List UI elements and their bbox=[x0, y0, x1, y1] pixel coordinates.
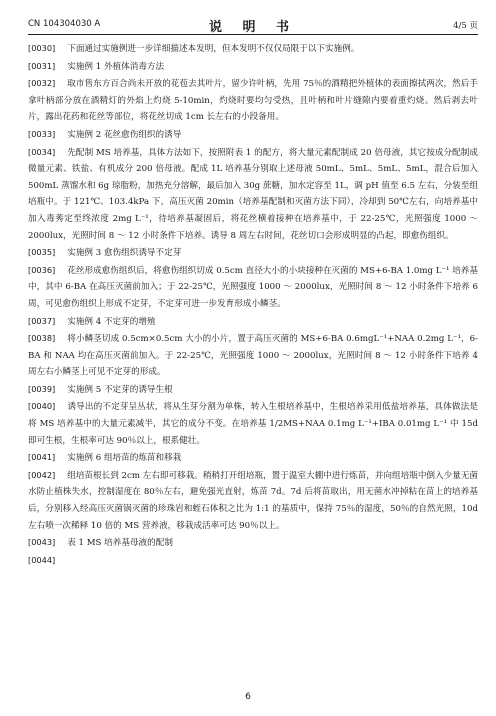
paragraph-text: 实施例 6 组培苗的炼苗和移栽 bbox=[67, 453, 182, 464]
paragraph-text: 取市售东方百合尚未开放的花苞去其叶片，留少许叶柄，先用 75％的酒精把外植体的表面擦拭两次，然后手拿叶柄部分放在酒精灯的外焰上灼烧 5-10min，灼烧时要均匀受热，且叶柄和叶片缝隙内要着重灼烧。然后剥去叶片，露出花药和花丝等部位，将花丝切成 1cm 长左右的小段备用。 bbox=[28, 79, 478, 123]
paragraph bbox=[28, 262, 478, 313]
paragraph-text: 下面通过实施例进一步详细描述本发明，但本发明不仅仅局限于以下实施例。 bbox=[67, 44, 360, 54]
paragraph-text: 实施例 5 不定芽的诱导生根 bbox=[67, 384, 173, 395]
paragraph bbox=[28, 313, 478, 331]
paragraph-number: [0035] bbox=[28, 247, 56, 258]
paragraph-number: [0041] bbox=[28, 452, 56, 463]
paragraph bbox=[28, 58, 478, 76]
paragraph bbox=[28, 126, 478, 144]
paragraph bbox=[28, 244, 478, 262]
paragraph bbox=[28, 398, 478, 449]
page-info: 4/5 页 bbox=[453, 21, 478, 31]
document-title: 说 明 书 bbox=[208, 20, 298, 35]
paragraph-number: [0033] bbox=[28, 128, 56, 139]
page-header bbox=[28, 12, 478, 35]
paragraph-text: 花丝形成愈伤组织后，将愈伤组织切成 0.5cm 直径大小的小块接种在灭菌的 MS+6-BA 1.0mg L⁻¹ 培养基中，其中 6-BA 在高压灭菌前加入；于 22-25℃，光照强度 1000 ～ 2000lux，光照时间 8 ～ 12 小时条件下培养 6 周，可见愈伤组织上形成不定芽，不定芽可进一步发育形成小鳞茎。 bbox=[28, 265, 478, 309]
paragraph-number: [0038] bbox=[28, 333, 56, 344]
paragraph-number: [0031] bbox=[28, 60, 56, 71]
paragraph bbox=[28, 330, 478, 381]
paragraph-number: [0036] bbox=[28, 264, 56, 275]
paragraph bbox=[28, 467, 478, 534]
paragraph-text: 组培苗根长到 2cm 左右即可移栽。稍稍打开组培瓶，置于温室大棚中进行炼苗，并向组培瓶中倒入少量无菌水防止植株失水，控制湿度在 80％左右，避免强光直射，炼苗 7d。7d 后将苗取出，用无菌水冲掉粘在苗上的培养基后，分别移入经高压灭菌锅灭菌的珍珠岩和蛭石体积之比为 1:1 的基质中，保持 75％的湿度，50％的自然光照，10d 左右喷一次稀释 10 倍的 MS 营养液，移栽成活率可达 90％以上。 bbox=[28, 470, 478, 531]
paragraph-number: [0042] bbox=[28, 469, 56, 480]
paragraph-number: [0043] bbox=[28, 537, 56, 548]
paragraph bbox=[28, 552, 478, 570]
document-body bbox=[28, 40, 478, 587]
paragraph-number: [0044] bbox=[28, 554, 56, 565]
paragraph-text: 实施例 3 愈伤组织诱导不定芽 bbox=[67, 248, 182, 259]
paragraph-number: [0037] bbox=[28, 315, 56, 326]
paragraph bbox=[28, 144, 478, 245]
paragraph bbox=[28, 449, 478, 467]
paragraph-number: [0030] bbox=[28, 43, 56, 53]
paragraph-text: 实施例 1 外植体消毒方法 bbox=[67, 61, 165, 72]
paragraph-number: [0039] bbox=[28, 383, 56, 394]
paragraph-text: 实施例 2 花丝愈伤组织的诱导 bbox=[67, 129, 182, 140]
paragraph-number: [0032] bbox=[28, 78, 56, 89]
paragraph bbox=[28, 381, 478, 399]
paragraph bbox=[28, 534, 478, 552]
paragraph-text: 实施例 4 不定芽的增殖 bbox=[67, 316, 156, 327]
paragraph-text: 表 1 MS 培养基母液的配制 bbox=[67, 538, 173, 549]
paragraph bbox=[28, 40, 478, 58]
paragraph bbox=[28, 75, 478, 126]
paragraph bbox=[28, 569, 478, 587]
paragraph-text: 将小鳞茎切成 0.5cm×0.5cm 大小的小片，置于高压灭菌的 MS+6-BA 0.6mgL⁻¹+NAA 0.2mg L⁻¹，6-BA 和 NAA 均在高压灭菌前加入。于 22-25℃，光照强度 1000 ～ 2000lux，光照时间 8 ～ 12 小时条件下培养 4 周左右小鳞茎上可见不定芽的形成。 bbox=[28, 334, 478, 378]
page-number: 6 bbox=[245, 692, 251, 702]
paragraph-text: 先配制 MS 培养基，具体方法如下，按照附表 1 的配方，将大量元素配制成 20 倍母液，其它按成分配制成微量元素、铁盐、有机成分 200 倍母液。配成 1L 培养基分别取上述母液 50mL、5mL、5mL、5mL，混合后加入 500mL 蒸馏水和 6g 琼脂粉，加热充分溶解，最后加入 30g 蔗糖，加水定容至 1L，调 pH 值至 6.5 左右，分装至组培瓶中。于 121℃、103.4kPa 下，高压灭菌 20min（培养基配制和灭菌方法下同），冷却到 50℃左右，向培养基中加入毒莠定至终浓度 2mg L⁻¹，待培养基凝固后，将花丝横着接种在培养基中，于 22-25℃，光照强度 1000 ～ 2000lux，光照时间 8 ～ 12 小时条件下培养。诱导 8 周左右时间，花丝切口会形成明显的凸起，即愈伤组织。 bbox=[28, 147, 478, 241]
publication-number: CN 104304030 A bbox=[28, 19, 101, 29]
paragraph-number: [0034] bbox=[28, 146, 56, 157]
paragraph-text: 诱导出的不定芽呈丛状，将从生芽分割为单株，转入生根培养基中，生根培养采用低盐培养基，具体做法是将 MS 培养基中的大量元素减半，其它的成分不变。在培养基 1/2MS+NAA 0.1mg L⁻¹+IBA 0.01mg L⁻¹ 中 15d 即可生根，生根率可达 90％以上，根系健壮。 bbox=[28, 402, 478, 446]
paragraph-number: [0040] bbox=[28, 401, 56, 412]
